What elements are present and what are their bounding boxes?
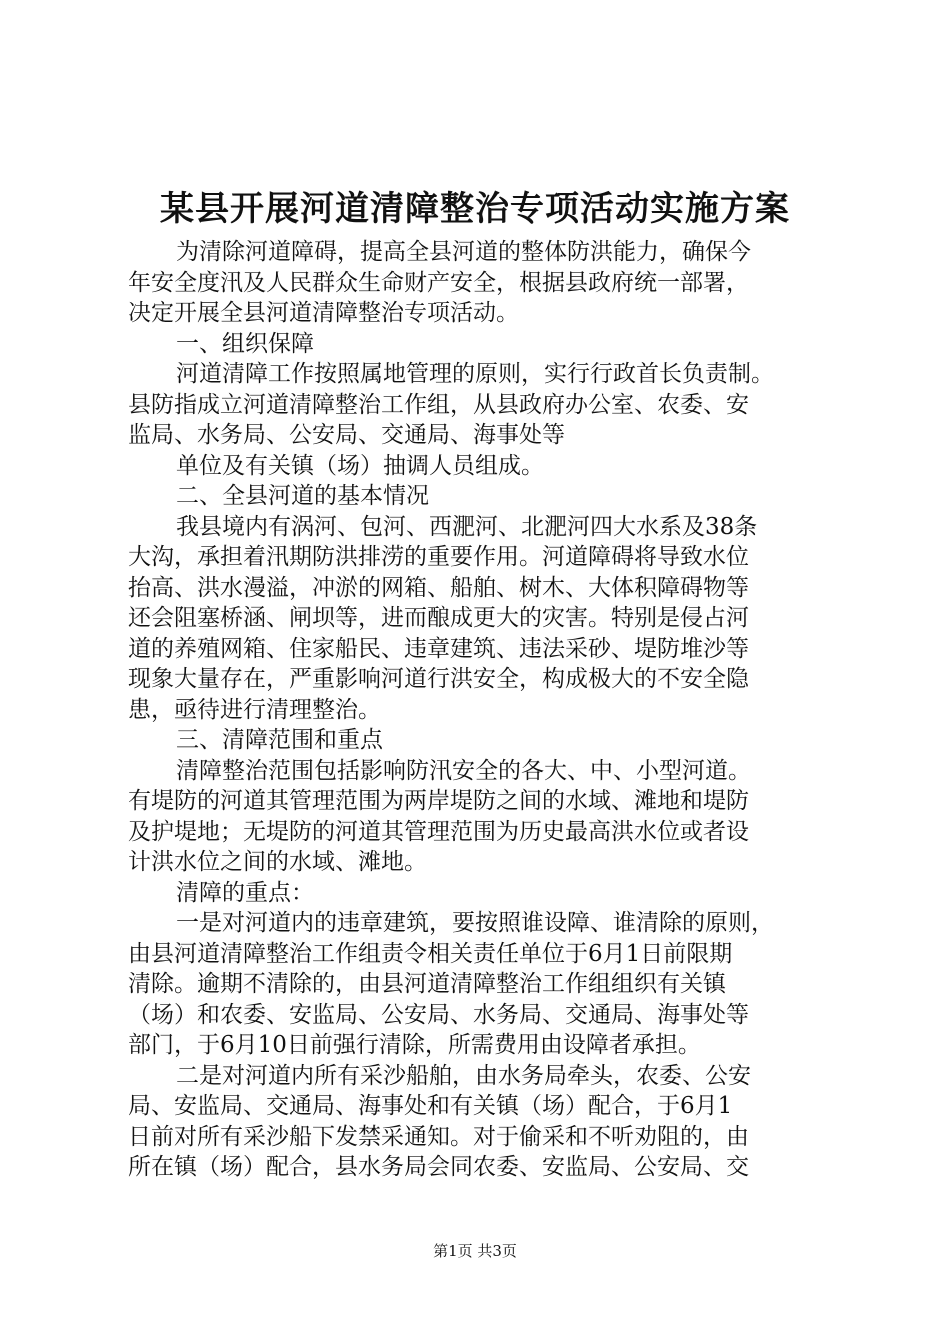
section-heading: 三、清障范围和重点 xyxy=(176,727,383,753)
paragraph-line: （场）和农委、安监局、公安局、水务局、交通局、海事处等 xyxy=(128,1001,749,1028)
paragraph-line: 年安全度汛及人民群众生命财产安全，根据县政府统一部署， xyxy=(128,269,749,296)
document-body xyxy=(128,237,848,1183)
paragraph-line: 由县河道清障整治工作组责令相关责任单位于6月1日前限期 xyxy=(128,940,733,967)
paragraph-line: 所在镇（场）配合，县水务局会同农委、安监局、公安局、交 xyxy=(128,1154,749,1180)
paragraph-line: 计洪水位之间的水域、滩地。 xyxy=(128,849,427,875)
paragraph-line: 道的养殖网箱、住家船民、违章建筑、违法采砂、堤防堆沙等 xyxy=(128,635,749,662)
paragraph-line: 部门，于6月10日前强行清除，所需费用由设障者承担。 xyxy=(128,1032,701,1058)
paragraph-line: 还会阻塞桥涵、闸坝等，进而酿成更大的灾害。特别是侵占河 xyxy=(128,605,749,631)
paragraph-line: 单位及有关镇（场）抽调人员组成。 xyxy=(176,452,544,479)
page-number-footer: 第1页 共3页 xyxy=(433,1242,517,1260)
paragraph-line: 二是对河道内所有采沙船舶，由水务局牵头，农委、公安 xyxy=(176,1062,751,1089)
paragraph-line: 为清除河道障碍，提高全县河道的整体防洪能力，确保今 xyxy=(176,239,751,265)
paragraph-line: 患，亟待进行清理整治。 xyxy=(128,696,381,723)
paragraph-line: 清障整治范围包括影响防汛安全的各大、中、小型河道。 xyxy=(176,757,751,784)
paragraph-line: 抬高、洪水漫溢，冲淤的网箱、船舶、树木、大体积障碍物等 xyxy=(128,574,749,601)
paragraph-line: 我县境内有涡河、包河、西淝河、北淝河四大水系及38条 xyxy=(176,513,758,540)
paragraph-line: 大沟，承担着汛期防洪排涝的重要作用。河道障碍将导致水位 xyxy=(128,544,749,570)
paragraph-line: 监局、水务局、公安局、交通局、海事处等 xyxy=(128,422,565,448)
paragraph-line: 及护堤地；无堤防的河道其管理范围为历史最高洪水位或者设 xyxy=(128,818,749,845)
paragraph-line: 河道清障工作按照属地管理的原则，实行行政首长负责制。 xyxy=(176,361,774,387)
paragraph-line: 局、安监局、交通局、海事处和有关镇（场）配合，于6月1 xyxy=(128,1093,733,1119)
paragraph-line: 有堤防的河道其管理范围为两岸堤防之间的水域、滩地和堤防 xyxy=(128,788,749,814)
subsection-heading: 清障的重点： xyxy=(176,879,314,906)
paragraph-line: 一是对河道内的违章建筑，要按照谁设障、谁清除的原则， xyxy=(176,910,774,936)
section-heading: 二、全县河道的基本情况 xyxy=(176,483,429,509)
document-title: 某县开展河道清障整治专项活动实施方案 xyxy=(160,189,790,229)
section-heading: 一、组织保障 xyxy=(176,330,314,357)
paragraph-line: 日前对所有采沙船下发禁采通知。对于偷采和不听劝阻的，由 xyxy=(128,1123,749,1150)
paragraph-line: 清除。逾期不清除的，由县河道清障整治工作组组织有关镇 xyxy=(128,971,726,997)
paragraph-line: 县防指成立河道清障整治工作组，从县政府办公室、农委、安 xyxy=(128,391,749,418)
paragraph-line: 现象大量存在，严重影响河道行洪安全，构成极大的不安全隐 xyxy=(128,666,749,692)
paragraph-line: 决定开展全县河道清障整治专项活动。 xyxy=(128,300,519,326)
